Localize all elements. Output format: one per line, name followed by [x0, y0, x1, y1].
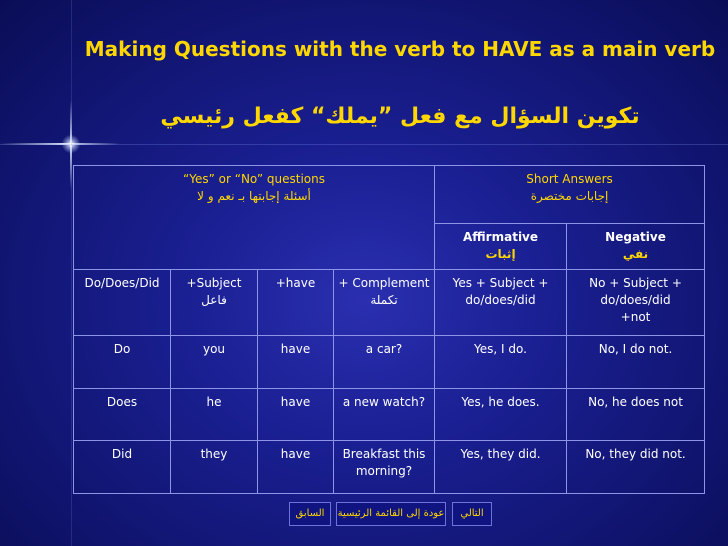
- negative-english: Negative: [605, 230, 666, 244]
- row-no-answer: No, he does not: [567, 389, 705, 441]
- questions-table: [73, 165, 705, 494]
- table-row: [74, 389, 705, 441]
- row-no-answer: No, I do not.: [567, 336, 705, 389]
- affirmative-header: [435, 224, 567, 270]
- slide-title-arabic: تكوين السؤال مع فعل ”يملك“ كفعل رئيسي: [160, 104, 640, 129]
- row-subject: he: [171, 389, 258, 441]
- pattern-row: [74, 270, 705, 336]
- negative-arabic: نفي: [622, 247, 649, 261]
- table-row: [74, 336, 705, 389]
- main-menu-button[interactable]: عودة إلى القائمة الرئيسية: [336, 502, 446, 526]
- row-have: have: [258, 336, 334, 389]
- slide-title-english: Making Questions with the verb to HAVE as a main verb: [84, 37, 716, 61]
- row-aux: Does: [74, 389, 171, 441]
- pattern-negative: [567, 270, 705, 336]
- yesno-questions-header: [74, 166, 435, 270]
- row-complement: a car?: [334, 336, 435, 389]
- short-answers-header: [435, 166, 705, 224]
- pattern-negative-tail: +not: [620, 310, 651, 324]
- row-yes-answer: Yes, he does.: [435, 389, 567, 441]
- table-row: [74, 441, 705, 494]
- affirmative-arabic: إثبات: [485, 247, 516, 261]
- pattern-negative-text: No + Subject + do/does/did: [589, 276, 682, 307]
- negative-header: [567, 224, 705, 270]
- pattern-affirmative: Yes + Subject + do/does/did: [435, 270, 567, 336]
- row-yes-answer: Yes, I do.: [435, 336, 567, 389]
- pattern-subject-arabic: فاعل: [201, 293, 227, 307]
- yesno-header-english: “Yes” or “No” questions: [183, 172, 325, 186]
- decor-line-horizontal: [0, 144, 728, 145]
- pattern-subject-english: +Subject: [186, 276, 242, 290]
- row-yes-answer: Yes, they did.: [435, 441, 567, 494]
- pattern-complement-english: + Complement: [338, 276, 430, 290]
- short-answers-arabic: إجابات مختصرة: [530, 189, 609, 203]
- pattern-have: +have: [258, 270, 334, 336]
- row-no-answer: No, they did not.: [567, 441, 705, 494]
- row-complement: a new watch?: [334, 389, 435, 441]
- previous-button[interactable]: السابق: [289, 502, 331, 526]
- row-aux: Do: [74, 336, 171, 389]
- row-subject: you: [171, 336, 258, 389]
- header-row: [74, 166, 705, 224]
- affirmative-english: Affirmative: [463, 230, 539, 244]
- row-have: have: [258, 389, 334, 441]
- row-complement: Breakfast this morning?: [334, 441, 435, 494]
- yesno-header-arabic: أسئلة إجابتها بـ نعم و لا: [197, 189, 311, 203]
- next-button[interactable]: التالي: [452, 502, 492, 526]
- pattern-aux: Do/Does/Did: [74, 270, 171, 336]
- short-answers-english: Short Answers: [526, 172, 613, 186]
- row-have: have: [258, 441, 334, 494]
- pattern-complement: [334, 270, 435, 336]
- row-subject: they: [171, 441, 258, 494]
- pattern-subject: [171, 270, 258, 336]
- row-aux: Did: [74, 441, 171, 494]
- decor-line-vertical: [71, 0, 72, 546]
- pattern-complement-arabic: تكملة: [370, 293, 398, 307]
